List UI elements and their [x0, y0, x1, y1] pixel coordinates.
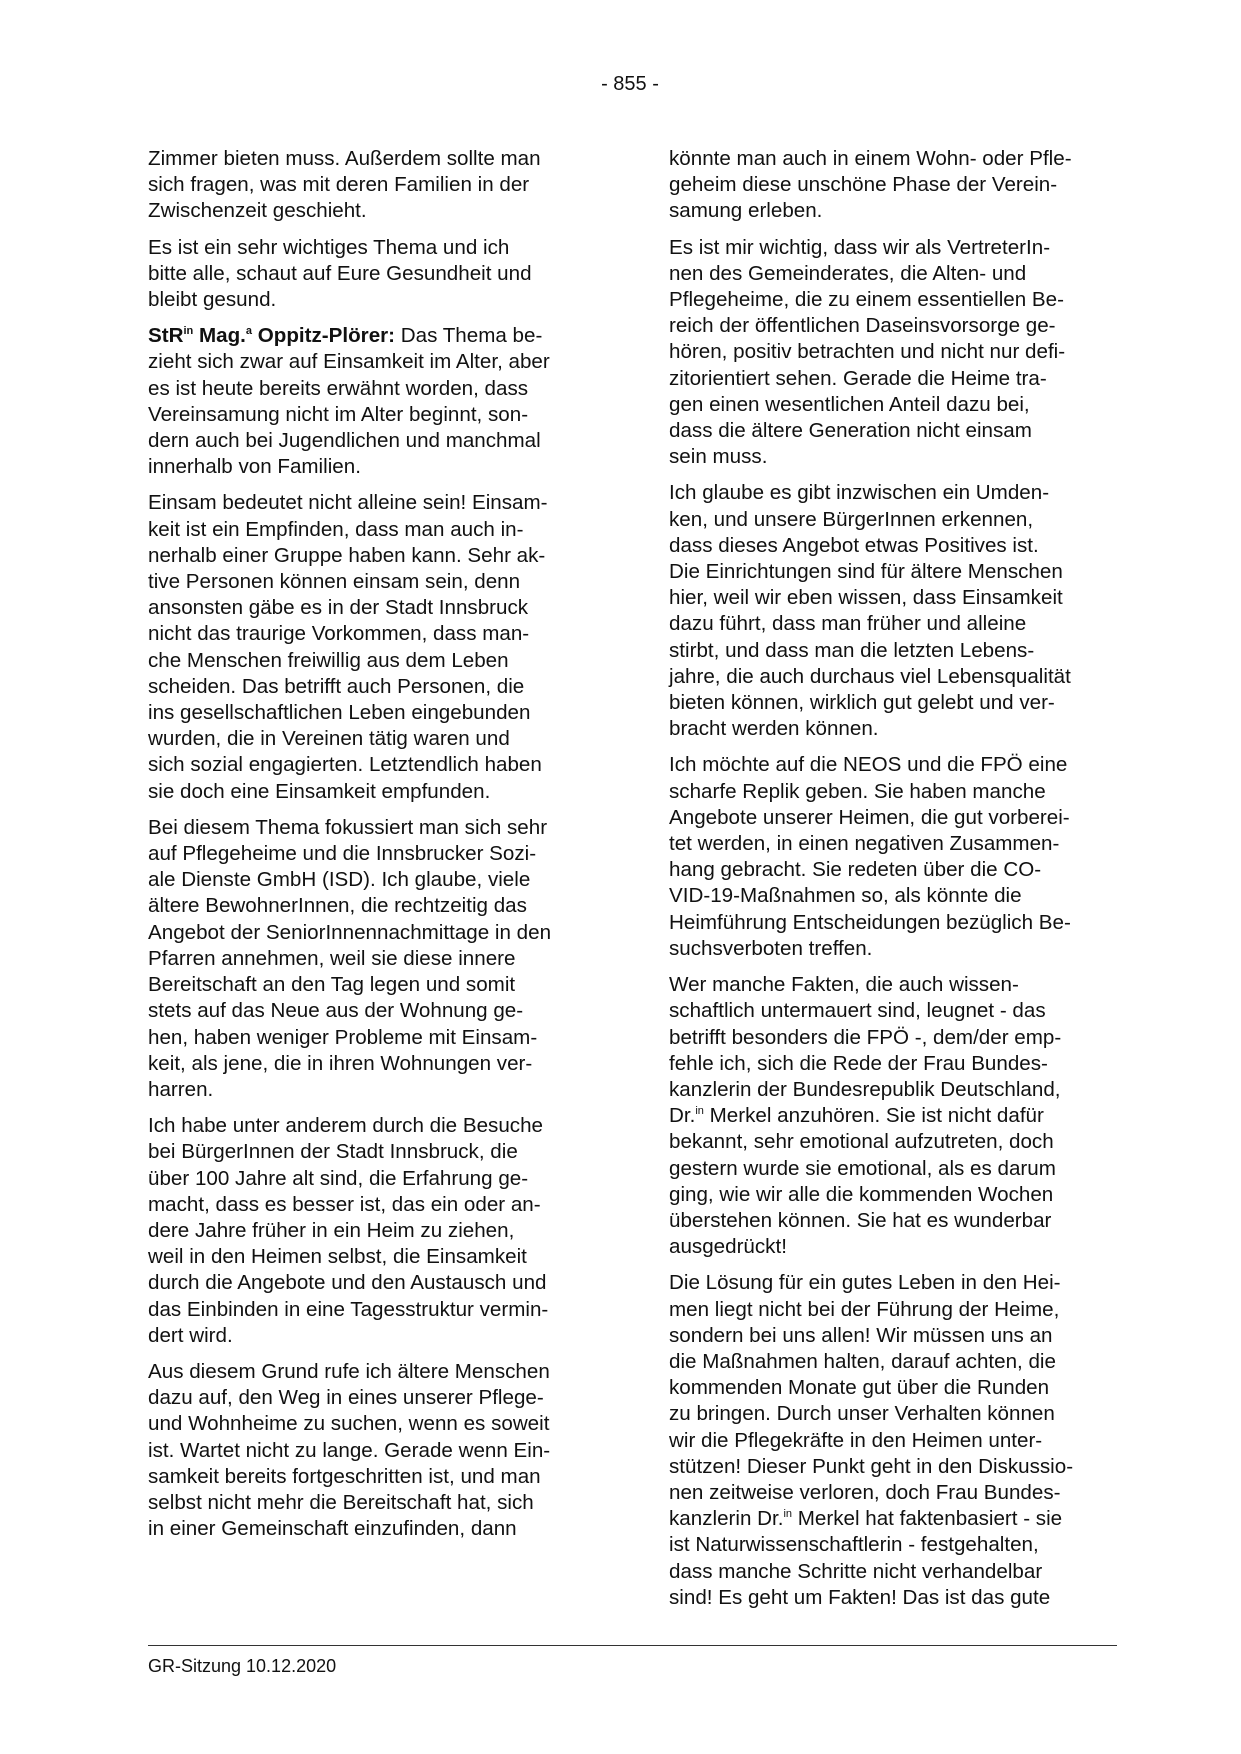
speaker-line [148, 323, 606, 349]
text-line: schaftlich untermauert sind, leugnet - das [669, 999, 1046, 1023]
speaker-prefix: StR [148, 324, 184, 348]
text-line: zieht sich zwar auf Einsamkeit im Alter, aber [148, 350, 550, 374]
text-line: Die Einrichtungen sind für ältere Menschen [669, 560, 1063, 584]
paragraph-part [669, 972, 1119, 1103]
text-line: bei BürgerInnen der Stadt Innsbruck, die [148, 1140, 518, 1164]
text-line: hier, weil wir eben wissen, dass Einsamkeit [669, 586, 1063, 610]
text-line: jahre, die auch durchaus viel Lebensqualität [669, 664, 1071, 688]
text-line: ansonsten gäbe es in der Stadt Innsbruck [148, 596, 529, 620]
paragraph-part [669, 1270, 1119, 1506]
right-column [669, 146, 1119, 1621]
dr-abbrev: Dr. [669, 1104, 696, 1128]
paragraph-part [669, 1129, 1119, 1260]
text-line: dass manche Schritte nicht verhandelbar [669, 1559, 1043, 1583]
text-line: nerhalb einer Gruppe haben kann. Sehr ak- [148, 543, 546, 567]
text-line: könnte man auch in einem Wohn- oder Pfle- [669, 147, 1072, 170]
text-line: wurden, die in Vereinen tätig waren und [148, 727, 510, 751]
text-line: Zwischenzeit geschieht. [148, 199, 367, 223]
text-line: ausgedrückt! [669, 1235, 787, 1259]
text-line: Angebot der SeniorInnennachmittage in den [148, 920, 552, 944]
text-line: sind! Es geht um Fakten! Das ist das gute [669, 1585, 1051, 1609]
text-line: dazu führt, dass man früher und alleine [669, 612, 1027, 636]
text-line: sie doch eine Einsamkeit empfunden. [148, 779, 491, 803]
text-line: ins gesellschaftlichen Leben eingebunden [148, 701, 531, 725]
text-line: sich sozial engagierten. Letztendlich haben [148, 753, 542, 777]
paragraph [669, 972, 1119, 1260]
text-line: hören, positiv betrachten und nicht nur defi- [669, 340, 1066, 364]
text-line: bitte alle, schaut auf Eure Gesundheit und [148, 261, 532, 285]
text-line: VID-19-Maßnahmen so, als könnte die [669, 884, 1022, 908]
speaker-line-rest: Das Thema be- [395, 324, 543, 348]
text-line: selbst nicht mehr die Bereitschaft hat, sich [148, 1490, 534, 1514]
line-rest: Merkel hat faktenbasiert - sie [792, 1507, 1063, 1531]
speaker-paragraph [148, 323, 606, 480]
speaker-title-sup: a [245, 325, 253, 338]
text-line: Vereinsamung nicht im Alter beginnt, son- [148, 402, 529, 426]
text-line: tet werden, in einen negativen Zusammen- [669, 832, 1060, 856]
text-line: sich fragen, was mit deren Familien in der [148, 173, 530, 197]
text-line: dass dieses Angebot etwas Positives ist. [669, 533, 1039, 557]
text-line: dere Jahre früher in ein Heim zu ziehen, [148, 1218, 515, 1242]
left-column [148, 146, 606, 1552]
paragraph [148, 146, 606, 225]
speaker-title: Mag. [193, 324, 246, 348]
text-line: Es ist mir wichtig, dass wir als VertreterIn- [669, 235, 1051, 259]
text-line: bieten können, wirklich gut gelebt und ver- [669, 691, 1055, 715]
speaker-prefix-sup: in [183, 325, 194, 338]
paragraph [148, 490, 606, 804]
text-line: sein muss. [669, 445, 768, 469]
text-line: Pfarren annehmen, weil sie diese innere [148, 946, 516, 970]
text-line [669, 1506, 1119, 1532]
text-line: bekannt, sehr emotional aufzutreten, doch [669, 1130, 1054, 1154]
text-line: Angebote unserer Heimen, die gut vorberei- [669, 805, 1070, 829]
text-line: Wer manche Fakten, die auch wissen- [669, 973, 1019, 997]
text-line: che Menschen freiwillig aus dem Leben [148, 648, 509, 672]
text-line: Heimführung Entscheidungen bezüglich Be- [669, 910, 1071, 934]
text-line: Einsam bedeutet nicht alleine sein! Einsam- [148, 491, 548, 515]
text-line: samkeit bereits fortgeschritten ist, und man [148, 1464, 541, 1488]
text-line: dass die ältere Generation nicht einsam [669, 419, 1032, 443]
text-line: und Wohnheime zu suchen, wenn es soweit [148, 1412, 550, 1436]
paragraph [148, 1359, 606, 1542]
text-line: nicht das traurige Vorkommen, dass man- [148, 622, 530, 646]
paragraph [669, 235, 1119, 471]
text-line: dern auch bei Jugendlichen und manchmal [148, 429, 541, 453]
text-line: keit, als jene, die in ihren Wohnungen ver- [148, 1051, 533, 1075]
text-line [669, 1103, 1119, 1129]
text-line: harren. [148, 1077, 214, 1101]
text-line: überstehen können. Sie hat es wunderbar [669, 1208, 1052, 1232]
text-line: suchsverboten treffen. [669, 936, 873, 960]
text-line: ist Naturwissenschaftlerin - festgehalten, [669, 1533, 1039, 1557]
line-rest: Merkel anzuhören. Sie ist nicht dafür [703, 1104, 1044, 1128]
paragraph [148, 235, 606, 314]
paragraph [148, 1113, 606, 1349]
text-line: Ich habe unter anderem durch die Besuche [148, 1114, 543, 1138]
text-line: ken, und unsere BürgerInnen erkennen, [669, 507, 1034, 531]
text-line: in einer Gemeinschaft einzufinden, dann [148, 1517, 517, 1541]
text-line: dazu auf, den Weg in eines unserer Pflege- [148, 1386, 544, 1410]
text-line: tive Personen können einsam sein, denn [148, 570, 521, 594]
text-line: Bereitschaft an den Tag legen und somit [148, 973, 516, 997]
text-line: ist. Wartet nicht zu lange. Gerade wenn Ein- [148, 1438, 551, 1462]
text-line: gen einen wesentlichen Anteil dazu bei, [669, 392, 1030, 416]
text-line: Die Lösung für ein gutes Leben in den Hei- [669, 1271, 1061, 1295]
text-line: Pflegeheime, die zu einem essentiellen Be- [669, 288, 1064, 312]
dr-abbrev: kanzlerin Dr. [669, 1507, 784, 1531]
text-line: weil in den Heimen selbst, die Einsamkeit [148, 1245, 527, 1269]
text-line: es ist heute bereits erwähnt worden, dass [148, 376, 529, 400]
paragraph [148, 815, 606, 1103]
text-line: hang gebracht. Sie redeten über die CO- [669, 858, 1042, 882]
text-line: durch die Angebote und den Austausch und [148, 1271, 547, 1295]
text-line: Ich glaube es gibt inzwischen ein Umden- [669, 481, 1050, 505]
text-line: Aus diesem Grund rufe ich ältere Menschen [148, 1359, 550, 1383]
paragraph-part [669, 1532, 1119, 1611]
text-line: Ich möchte auf die NEOS und die FPÖ eine [669, 753, 1068, 777]
text-line: auf Pflegeheime und die Innsbrucker Sozi- [148, 842, 537, 866]
footer-session: GR-Sitzung 10.12.2020 [148, 1656, 337, 1676]
paragraph [669, 1270, 1119, 1611]
text-line: men liegt nicht bei der Führung der Heime, [669, 1297, 1060, 1321]
text-line: scharfe Replik geben. Sie haben manche [669, 779, 1046, 803]
text-line: ältere BewohnerInnen, die rechtzeitig das [148, 894, 527, 918]
text-line: scheiden. Das betrifft auch Personen, die [148, 674, 525, 698]
text-line: bracht werden können. [669, 717, 879, 741]
text-line: innerhalb von Familien. [148, 455, 361, 479]
text-line: dert wird. [148, 1323, 233, 1347]
page-number: - 855 - [601, 73, 659, 95]
text-line: stets auf das Neue aus der Wohnung ge- [148, 999, 524, 1023]
text-line: zitorientiert sehen. Gerade die Heime tra- [669, 366, 1047, 390]
text-line: hen, haben weniger Probleme mit Einsam- [148, 1025, 538, 1049]
text-line: über 100 Jahre alt sind, die Erfahrung ge- [148, 1166, 529, 1190]
text-line: sondern bei uns allen! Wir müssen uns an [669, 1323, 1053, 1347]
text-line: keit ist ein Empfinden, dass man auch in- [148, 517, 524, 541]
text-line: stützen! Dieser Punkt geht in den Diskussio- [669, 1454, 1074, 1478]
text-line: nen zeitweise verloren, doch Frau Bundes- [669, 1480, 1061, 1504]
text-line: ale Dienste GmbH (ISD). Ich glaube, viele [148, 868, 531, 892]
text-line: fehle ich, sich die Rede der Frau Bundes- [669, 1051, 1048, 1075]
paragraph [669, 146, 1119, 225]
text-line: gestern wurde sie emotional, als es darum [669, 1156, 1056, 1180]
text-line: die Maßnahmen halten, darauf achten, die [669, 1349, 1056, 1373]
text-line: samung erleben. [669, 199, 823, 223]
text-line: zu bringen. Durch unser Verhalten können [669, 1402, 1055, 1426]
paragraph-rest [148, 349, 606, 480]
dr-sup: in [783, 1508, 793, 1521]
text-line: Es ist ein sehr wichtiges Thema und ich [148, 235, 510, 259]
text-line: ging, wie wir alle die kommenden Wochen [669, 1182, 1054, 1206]
text-line: wir die Pflegekräfte in den Heimen unter- [669, 1428, 1043, 1452]
text-line: Zimmer bieten muss. Außerdem sollte man [148, 147, 541, 170]
text-line: macht, dass es besser ist, das ein oder an- [148, 1192, 541, 1216]
text-line: kommenden Monate gut über die Runden [669, 1376, 1050, 1400]
text-line: nen des Gemeinderates, die Alten- und [669, 261, 1027, 285]
text-line: geheim diese unschöne Phase der Verein- [669, 173, 1058, 197]
text-line: bleibt gesund. [148, 288, 277, 312]
text-line: betrifft besonders die FPÖ -, dem/der emp- [669, 1025, 1062, 1049]
paragraph [669, 752, 1119, 962]
text-line: stirbt, und dass man die letzten Lebens- [669, 638, 1035, 662]
footer-divider [148, 1645, 1117, 1646]
text-line: reich der öffentlichen Daseinsvorsorge ge- [669, 314, 1056, 338]
speaker-surname: Oppitz-Plörer: [252, 324, 396, 348]
speaker-name [148, 324, 395, 347]
text-line: kanzlerin der Bundesrepublik Deutschland, [669, 1077, 1061, 1101]
paragraph [669, 480, 1119, 742]
text-line: Bei diesem Thema fokussiert man sich sehr [148, 815, 548, 839]
text-line: das Einbinden in eine Tagesstruktur vermin- [148, 1297, 549, 1321]
dr-sup: in [695, 1105, 704, 1118]
